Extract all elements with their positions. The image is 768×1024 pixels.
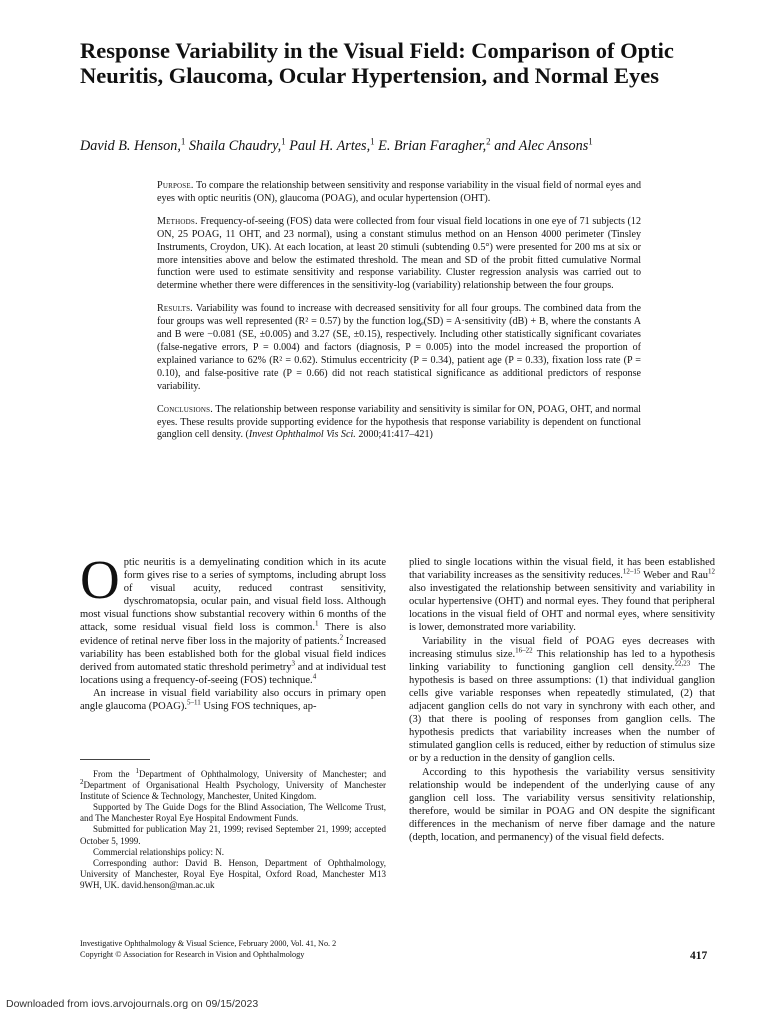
footnote-text: From the [93, 769, 136, 779]
body-column-left [80, 549, 386, 713]
body-column-right [409, 556, 715, 844]
author-name: Paul H. Artes, [289, 138, 371, 154]
section-label: Purpose. [157, 180, 194, 191]
body-paragraph [409, 766, 715, 845]
section-label: Results. [157, 303, 193, 315]
body-paragraph [409, 635, 715, 766]
body-text: Variability in the visual field of POAG eyes decreases with increasing stimulus size. [409, 635, 715, 660]
abstract-methods [157, 216, 641, 293]
abstract-text: Variability was found to increase with decreased sensitivity for all four groups. The combined data from the four groups was well represented (R² = 0.57) by the function logₑ(SD) = A·sensitivity (dB) + B, where the constants A and B were −0.081 (SE, ±0.005) and 3.27 (SE, ±0.15), respectively. Including other statistically significant covariates (false-negative errors, P = 0.004) and factors (diagnosis, P = 0.005) into the model increased the proportion of explained variance to 62% (R² = 0.62). Stimulus eccentricity (P = 0.34), patient age (P = 0.33), fixation loss rate (P = 0.10), and false-positive rate (P = 0.66) did not reach statistical significance as additional predictors of response variability. [157, 303, 641, 392]
copyright: Copyright © Association for Research in Vision and Ophthalmology [80, 950, 305, 959]
body-paragraph [409, 556, 715, 635]
body-paragraph [80, 549, 386, 687]
reference-mark: 12–15 [622, 567, 641, 576]
affiliation-mark: 1 [281, 136, 286, 147]
body-text: plied to single locations within the visual field, it has been established that variability increases as the sensitivity reduces. [409, 557, 715, 582]
reference-mark: 4 [312, 672, 317, 681]
download-note: Downloaded from iovs.arvojournals.org on 09/15/2023 [6, 998, 259, 1010]
reference-mark: 12 [708, 567, 715, 576]
footnote-submitted: Submitted for publication May 21, 1999; revised September 21, 1999; accepted October 5, 1999. [80, 824, 386, 846]
affiliation-mark: 1 [180, 136, 186, 147]
body-text: According to this hypothesis the variability versus sensitivity relationship would be independent of the underlying cause of any ganglion cell loss. The variability versus sensitivity relationship, therefore, would be similar in POAG and ON despite the significant differences in the mechanism of nerve fiber damage and the nature (depth, location, and permanency) of the visual field defects. [409, 766, 715, 843]
author-name: David B. Henson, [80, 138, 181, 154]
journal-footer [80, 938, 386, 960]
citation-details: 2000;41:417–421) [358, 429, 433, 441]
footnotes [80, 769, 386, 891]
footnote-text: Department of Organisational Health Psychology, University of Manchester Institute of Science & Technology, Manchester, United Kingdom. [80, 780, 386, 802]
page-number: 417 [690, 950, 708, 962]
abstract-text: To compare the relationship between sensitivity and response variability in the visual field of normal eyes and eyes with optic neuritis (ON), glaucoma (POAG), and ocular hypertension (OHT). [157, 180, 642, 204]
section-label: Conclusions. [157, 403, 213, 415]
footnote-affiliations [80, 769, 386, 802]
abstract-results [157, 303, 641, 393]
footnote-corresponding: Corresponding author: David B. Henson, Department of Ophthalmology, University of Manchester, Royal Eye Hospital, Oxford Road, Manchester M13 9WH, UK. david.henson@man.ac.uk [80, 857, 386, 890]
citation-paren: ( [245, 429, 249, 441]
footnote-commercial: Commercial relationships policy: N. [93, 846, 224, 857]
body-paragraph [80, 687, 386, 713]
author-name: Shaila Chaudry, [188, 138, 282, 154]
affiliation-mark: 1 [588, 136, 593, 147]
affiliation-mark: 1 [135, 767, 139, 775]
body-text: also investigated the relationship between sensitivity and variability in ocular hypertensive (OHT) and normal eyes. They found that peripheral locations in the visual field of OHT and normal eyes, where sensitivity is lower, demonstrated more variability. [409, 583, 715, 634]
reference-mark: 1 [315, 619, 319, 628]
reference-mark: 3 [291, 659, 296, 668]
abstract-purpose [157, 180, 641, 206]
body-text: ptic neuritis is a demyelinating condition which in its acute form gives rise to a series of symptoms, including abrupt loss of visual acuity, reduced contrast sensitivity, dyschromatopsia, ocular pain, and visual field loss. Although most visual functions show substantial recovery within 6 months of the attack, some residual visual field loss is common. [80, 557, 386, 634]
author-name: and Alec Ansons [494, 138, 589, 154]
abstract-text: The relationship between response variability and sensitivity is similar for ON, POAG, OHT, and normal eyes. These results provide supporting evidence for the hypothesis that response variability is dependent on functional ganglion cell density. [157, 403, 641, 441]
footnote-text: Department of Ophthalmology, University of Manchester; and [138, 769, 387, 779]
body-text: and at individual test locations using a frequency-of-seeing (FOS) technique. [80, 661, 386, 686]
reference-mark: 16–22 [515, 646, 533, 655]
article-title: Response Variability in the Visual Field: Comparison of Optic Neuritis, Glaucoma, Ocular Hypertension, and Normal Eyes [80, 38, 674, 88]
reference-mark: 2 [339, 633, 344, 642]
footnote-support: Supported by The Guide Dogs for the Blind Association, The Wellcome Trust, and The Manchester Royal Eye Hospital Endowment Funds. [80, 802, 386, 824]
abstract-text: Frequency-of-seeing (FOS) data were collected from four visual field locations in one eye of 71 subjects (12 ON, 25 POAG, 11 OHT, and 23 normal), using a constant stimulus method on an Henson 4000 perimeter (Tinsley Instruments, Croydon, UK). At each location, at least 20 stimuli (subtending 0.5°) were presented for 200 ms at six or more intensities above and below the estimated threshold. The mean and SD of the probit fitted cumulative Normal function were used to estimate sensitivity and response variability. Cluster regression analysis was carried out to determine whether there were differences in the sensitivity-log (variability) relationship between the four groups. [157, 215, 641, 292]
drop-cap: O [80, 549, 120, 610]
abstract [157, 180, 641, 452]
reference-mark: 22,23 [674, 659, 691, 668]
author-name: E. Brian Faragher, [378, 138, 487, 154]
abstract-conclusions [157, 404, 641, 443]
body-text: Using FOS techniques, ap- [200, 701, 317, 713]
reference-mark: 5–11 [187, 698, 201, 707]
body-text: Increased variability has been established both for the global visual field indices derived from automated static threshold perimetry [80, 635, 386, 673]
author-list [80, 137, 720, 155]
body-text: An increase in visual field variability also occurs in primary open angle glaucoma (POAG). [80, 687, 386, 713]
body-text: Weber and Rau [640, 570, 708, 582]
body-text: There is also evidence of retinal nerve fiber loss in the majority of patients. [80, 622, 386, 647]
body-text: This relationship has led to a hypothesis linking variability to functioning ganglion cell density. [409, 648, 715, 673]
affiliation-mark: 2 [486, 136, 491, 147]
footnote-rule [80, 759, 150, 760]
section-label: Methods. [157, 215, 198, 227]
affiliation-mark: 1 [370, 136, 375, 147]
body-text: The hypothesis is based on three assumptions: (1) that individual ganglion cells give variable responses when repeatedly stimulated, (2) that adjacent ganglion cells do not vary in synchrony with each other, and (3) that there is pooling of responses from ganglion cells. The hypothesis predicts that variability increases when the number of stimulated ganglion cells is reduced, either by reduction of stimulus size or by a reduction in the density of ganglion cells. [409, 661, 716, 765]
journal-info: Investigative Ophthalmology & Visual Science, February 2000, Vol. 41, No. 2 [80, 939, 337, 948]
affiliation-mark: 2 [80, 778, 84, 787]
citation-journal: Invest Ophthalmol Vis Sci. [248, 429, 356, 441]
